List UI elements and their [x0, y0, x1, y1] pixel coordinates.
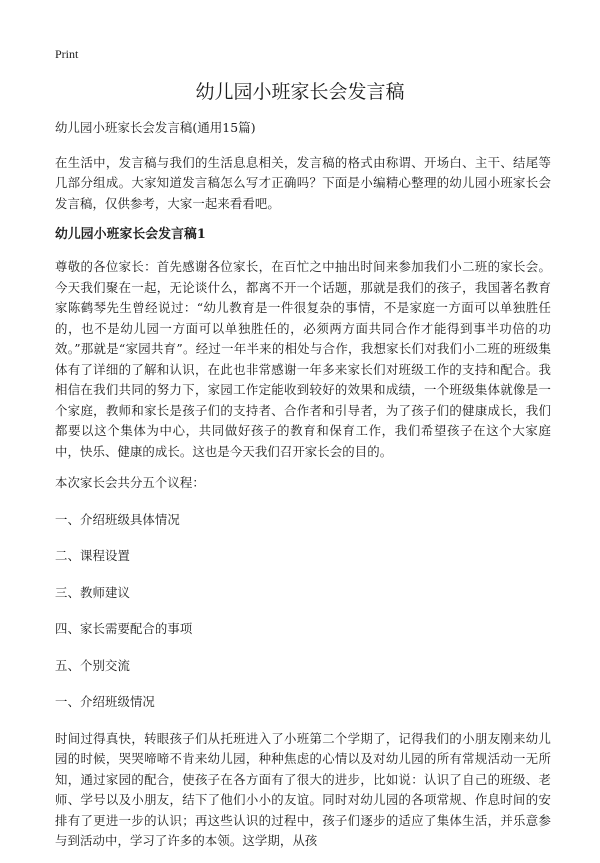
- agenda-item: 四、家长需要配合的事项: [55, 621, 193, 636]
- agenda-item: 三、教师建议: [55, 584, 130, 600]
- intro-paragraph: 在生活中，发言稿与我们的生活息息相关，发言稿的格式由称谓、开场白、主干、结尾等几部分组成。大家知道发言稿怎么写才正确吗？下面是小编精心整理的幼儿园小班家长会发言稿，仅供参考，大家一起来看看吧。: [55, 154, 551, 211]
- body-paragraph: 尊敬的各位家长：首先感谢各位家长，在百忙之中抽出时间来参加我们小二班的家长会。今天我们聚在一起，无论谈什么，都离不开一个话题，那就是我们的孩子，我国著名教育家陈鹤琴先生曾经说过：“幼儿教育是一件很复杂的事情，不是家庭一方面可以单独胜任的，也不是幼儿园一方面可以单独胜任的，必须两方面共同合作才能得到事半功倍的功效。”那就是“家园共育”。经过一年半来的相处与合作，我想家长们对我们小二班的班级集体有了详细的了解和认识，在此也非常感谢一年多来家长们对班级工作的支持和配合。我相信在我们共同的努力下，家园工作定能收到较好的效果和成绩，一个班级集体就像是一个家庭，教师和家长是孩子们的支持者、合作者和引导者，为了孩子们的健康成长，我们都要以这个集体为中心，共同做好孩子的教育和保育工作，我们希望孩子在这个大家庭中，快乐、健康的成长。这也是今天我们召开家长会的目的。: [55, 259, 551, 459]
- page-title: 幼儿园小班家长会发言稿: [195, 81, 405, 103]
- body-paragraph: 时间过得真快，转眼孩子们从托班进入了小班第二个学期了，记得我们的小朋友刚来幼儿园的时候，哭哭啼啼不肯来幼儿园，种种焦虑的心情以及对幼儿园的所有常规活动一无所知，通过家园的配合，使孩子在各方面有了很大的进步，比如说：认识了自己的班级、老师、学号以及小朋友，结下了他们小小的友谊。同时对幼儿园的各项常规、作息时间的安排有了更进一步的认识；再这些认识的过程中，孩子们逐步的适应了集体生活，并乐意参与到活动中，学习了许多的本领。这学期，从孩: [55, 730, 551, 848]
- document-subtitle: 幼儿园小班家长会发言稿(通用15篇): [55, 120, 256, 135]
- agenda-item: 二、课程设置: [55, 548, 130, 563]
- section-subheading: 一、介绍班级情况: [55, 694, 155, 709]
- agenda-intro: 本次家长会共分五个议程：: [55, 475, 205, 490]
- section-heading: 幼儿园小班家长会发言稿1: [55, 227, 206, 242]
- document-body: [55, 118, 551, 863]
- agenda-item: 一、介绍班级具体情况: [55, 511, 180, 527]
- agenda-item: 五、个别交流: [55, 657, 130, 673]
- print-link[interactable]: Print: [55, 47, 79, 61]
